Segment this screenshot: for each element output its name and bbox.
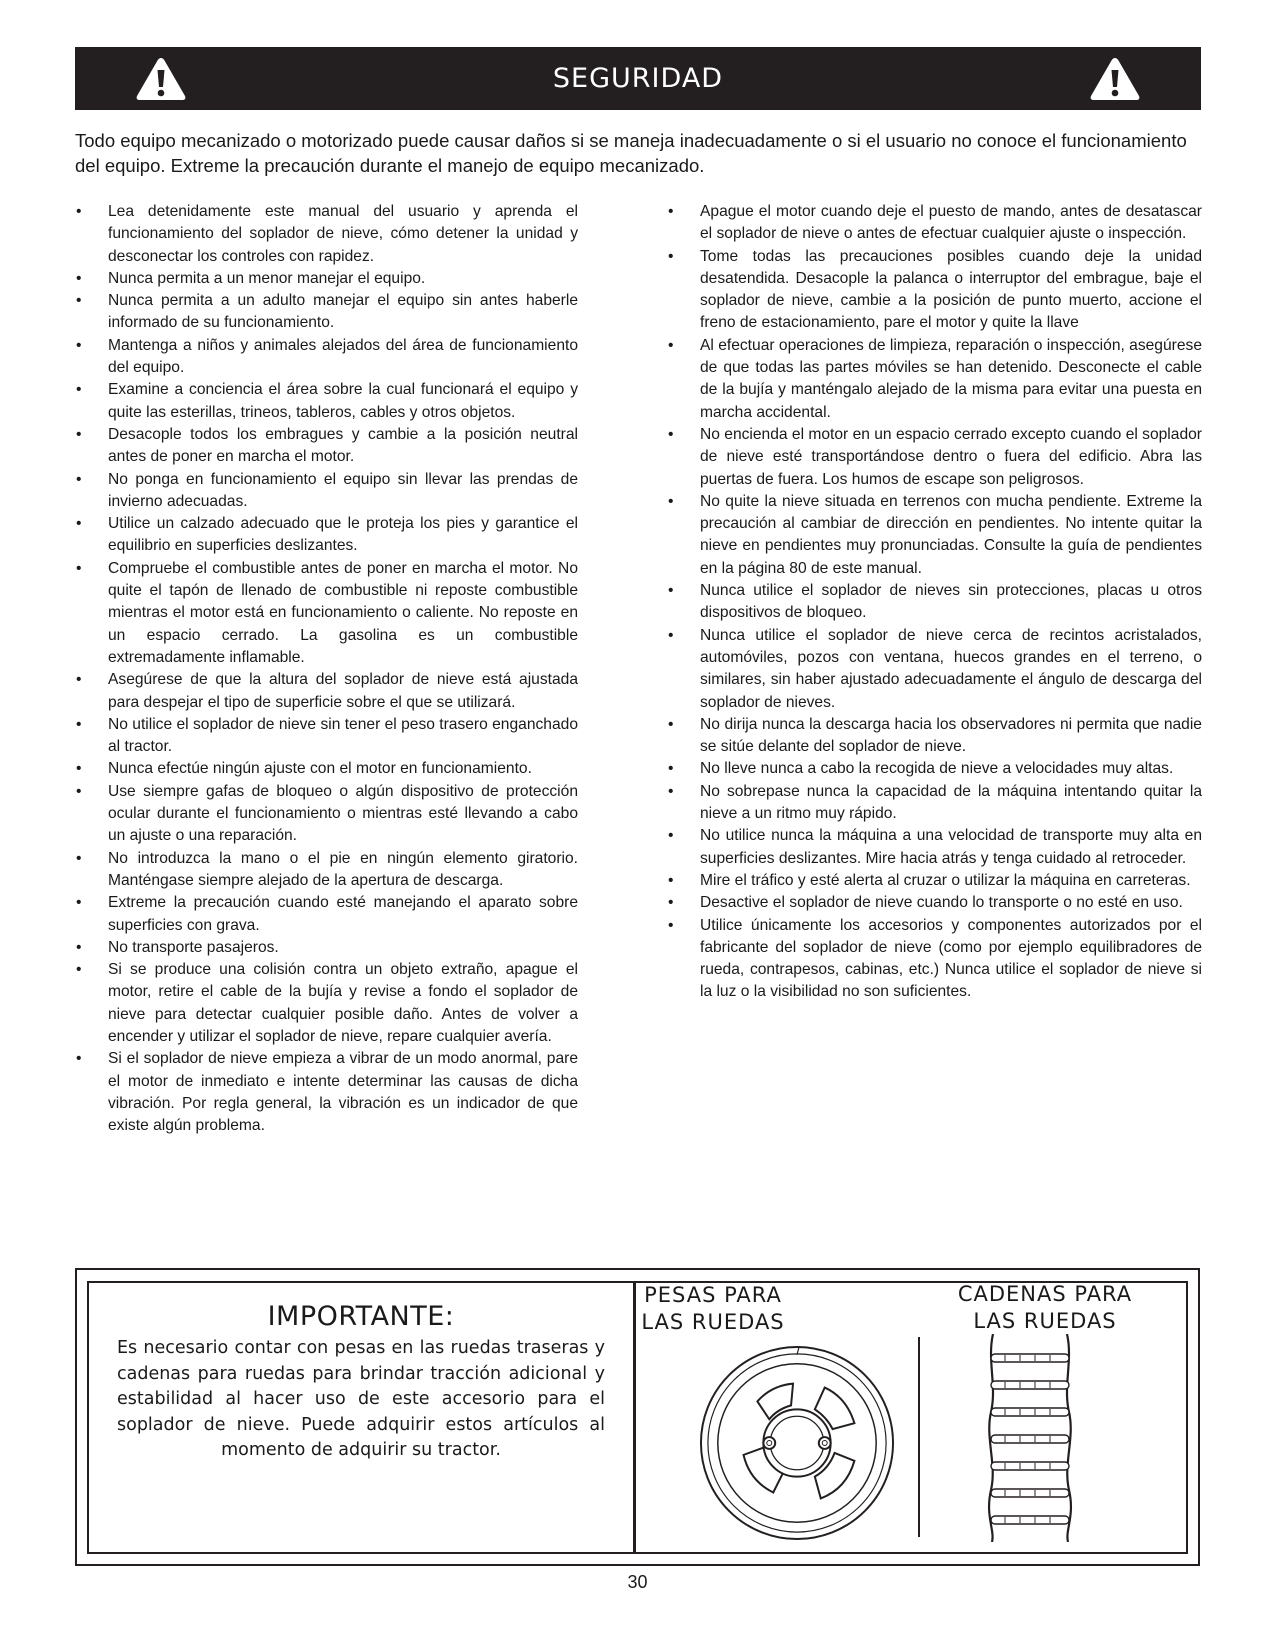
list-item: • Mantenga a niños y animales alejados del área de funcionamiento del equipo. xyxy=(76,335,578,380)
list-item: • Utilice un calzado adecuado que le proteja los pies y garantice el equilibrio en superficies deslizantes. xyxy=(76,513,578,558)
list-item: • Mire el tráfico y esté alerta al cruzar o utilizar la máquina en carreteras. xyxy=(668,870,1202,892)
list-item: • Si el soplador de nieve empieza a vibrar de un modo anormal, pare el motor de inmediato e intente determinar las causas de dicha vibración. Por regla general, la vibración es un indicador de que existe algún problema. xyxy=(76,1048,578,1137)
list-item: • Extreme la precaución cuando esté manejando el aparato sobre superficies con grava. xyxy=(76,892,578,937)
warning-triangle-icon xyxy=(135,56,187,102)
list-item: • Apague el motor cuando deje el puesto de mando, antes de desatascar el soplador de nieve o antes de efectuar cualquier ajuste o inspección. xyxy=(668,201,1202,246)
wheel-weight-icon xyxy=(698,1344,896,1542)
tire-chain-icon xyxy=(983,1334,1077,1542)
tire-chains-label xyxy=(930,1281,1160,1335)
list-item: • Examine a conciencia el área sobre la cual funcionará el equipo y quite las esterillas, trineos, tableros, cables y otros objetos. xyxy=(76,379,578,424)
list-item: • Nunca permita a un adulto manejar el equipo sin antes haberle informado de su funcionamiento. xyxy=(76,290,578,335)
list-item: • Nunca utilice el soplador de nieves sin protecciones, placas u otros dispositivos de bloqueo. xyxy=(668,580,1202,625)
list-item: • No utilice nunca la máquina a una velocidad de transporte muy alta en superficies deslizantes. Mire hacia atrás y tenga cuidado al retroceder. xyxy=(668,825,1202,870)
important-text: Es necesario contar con pesas en las ruedas traseras y cadenas para ruedas para brindar tracción adicional y estabilidad al hacer uso de este accesorio para el soplador de nieve. Puede adquirir estos artículos al momento de adquirir su tractor. xyxy=(117,1338,605,1460)
section-title: SEGURIDAD xyxy=(552,63,724,94)
list-item: • Compruebe el combustible antes de poner en marcha el motor. No quite el tapón de llenado de combustible ni reposte combustible mientras el motor está en funcionamiento o caliente. No reposte en un espacio cerrado. La gasolina es un combustible extremadamente inflamable. xyxy=(76,558,578,669)
list-item: • Lea detenidamente este manual del usuario y aprenda el funcionamiento del soplador de nieve, cómo detener la unidad y desconectar los controles con rapidez. xyxy=(76,201,578,268)
page-number: 30 xyxy=(627,1572,648,1592)
wheel-weights-label-line1: PESAS PARA xyxy=(644,1283,782,1307)
list-item: • Use siempre gafas de bloqueo o algún dispositivo de protección ocular durante el funcionamiento o mientras esté llevando a cabo un ajuste o una reparación. xyxy=(76,781,578,848)
list-item: • No transporte pasajeros. xyxy=(76,937,578,959)
list-item: • Desactive el soplador de nieve cuando lo transporte o no esté en uso. xyxy=(668,892,1202,914)
warning-triangle-icon xyxy=(1089,56,1141,102)
list-item: • No quite la nieve situada en terrenos con mucha pendiente. Extreme la precaución al cambiar de dirección en pendientes. No intente quitar la nieve en pendientes muy pronunciadas. Consulte la guía de pendientes en la página 80 de este manual. xyxy=(668,491,1202,580)
safety-list-left xyxy=(76,201,578,1137)
wheel-weights-label xyxy=(613,1282,813,1336)
safety-list-right xyxy=(668,201,1202,1004)
list-item: • Nunca utilice el soplador de nieve cerca de recintos acristalados, automóviles, pozos con ventana, huecos grandes en el terreno, o similares, sin haber ajustado adecuadamente el ángulo de descarga del soplador de nieves. xyxy=(668,625,1202,714)
list-item: • No encienda el motor en un espacio cerrado excepto cuando el soplador de nieve esté transportándose dentro o fuera del edificio. Abra las puertas de fuera. Los humos de escape son peligrosos. xyxy=(668,424,1202,491)
tire-chains-label-line1: CADENAS PARA xyxy=(957,1282,1133,1306)
list-item: • No ponga en funcionamiento el equipo sin llevar las prendas de invierno adecuadas. xyxy=(76,469,578,514)
section-header xyxy=(75,47,1201,110)
list-item: • Desacople todos los embragues y cambie a la posición neutral antes de poner en marcha el motor. xyxy=(76,424,578,469)
intro-paragraph: Todo equipo mecanizado o motorizado puede causar daños si se maneja inadecuadamente o si el usuario no conoce el funcionamiento del equipo. Extreme la precaución durante el manejo de equipo mecanizado. xyxy=(75,130,1187,176)
list-item: • Utilice únicamente los accesorios y componentes autorizados por el fabricante del soplador de nieve (como por ejemplo equilibradores de rueda, contrapesos, cabinas, etc.) Nunca utilice el soplador de nieve si la luz o la visibilidad no son suficientes. xyxy=(668,915,1202,1004)
list-item: • No utilice el soplador de nieve sin tener el peso trasero enganchado al tractor. xyxy=(76,714,578,759)
important-title: IMPORTANTE: xyxy=(267,1301,455,1332)
list-item: • Nunca permita a un menor manejar el equipo. xyxy=(76,268,578,290)
list-item: • No sobrepase nunca la capacidad de la máquina intentando quitar la nieve a un ritmo muy rápido. xyxy=(668,781,1202,826)
list-item: • Nunca efectúe ningún ajuste con el motor en funcionamiento. xyxy=(76,758,578,780)
list-item: • No dirija nunca la descarga hacia los observadores ni permita que nadie se sitúe delante del soplador de nieve. xyxy=(668,714,1202,759)
list-item: • Asegúrese de que la altura del soplador de nieve está ajustada para despejar el tipo de superficie sobre el que se utilizará. xyxy=(76,669,578,714)
list-item: • No introduzca la mano o el pie en ningún elemento giratorio. Manténgase siempre alejado de la apertura de descarga. xyxy=(76,848,578,893)
list-item: • Al efectuar operaciones de limpieza, reparación o inspección, asegúrese de que todas las partes móviles se han detenido. Desconecte el cable de la bujía y manténgalo alejado de la misma para evitar una puesta en marcha accidental. xyxy=(668,335,1202,424)
list-item: • Si se produce una colisión contra un objeto extraño, apague el motor, retire el cable de la bujía y revise a fondo el soplador de nieve para detectar cualquier posible daño. Antes de volver a encender y utilizar el soplador de nieve, repare cualquier avería. xyxy=(76,959,578,1048)
accessory-divider xyxy=(918,1337,920,1537)
list-item: • No lleve nunca a cabo la recogida de nieve a velocidades muy altas. xyxy=(668,758,1202,780)
tire-chains-label-line2: LAS RUEDAS xyxy=(973,1309,1117,1333)
wheel-weights-label-line2: LAS RUEDAS xyxy=(641,1310,785,1334)
important-box xyxy=(89,1283,636,1552)
list-item: • Tome todas las precauciones posibles cuando deje la unidad desatendida. Desacople la palanca o interruptor del embrague, baje el soplador de nieve, cambie a la posición de punto muerto, accione el freno de estacionamiento, pare el motor y quite la llave xyxy=(668,246,1202,335)
